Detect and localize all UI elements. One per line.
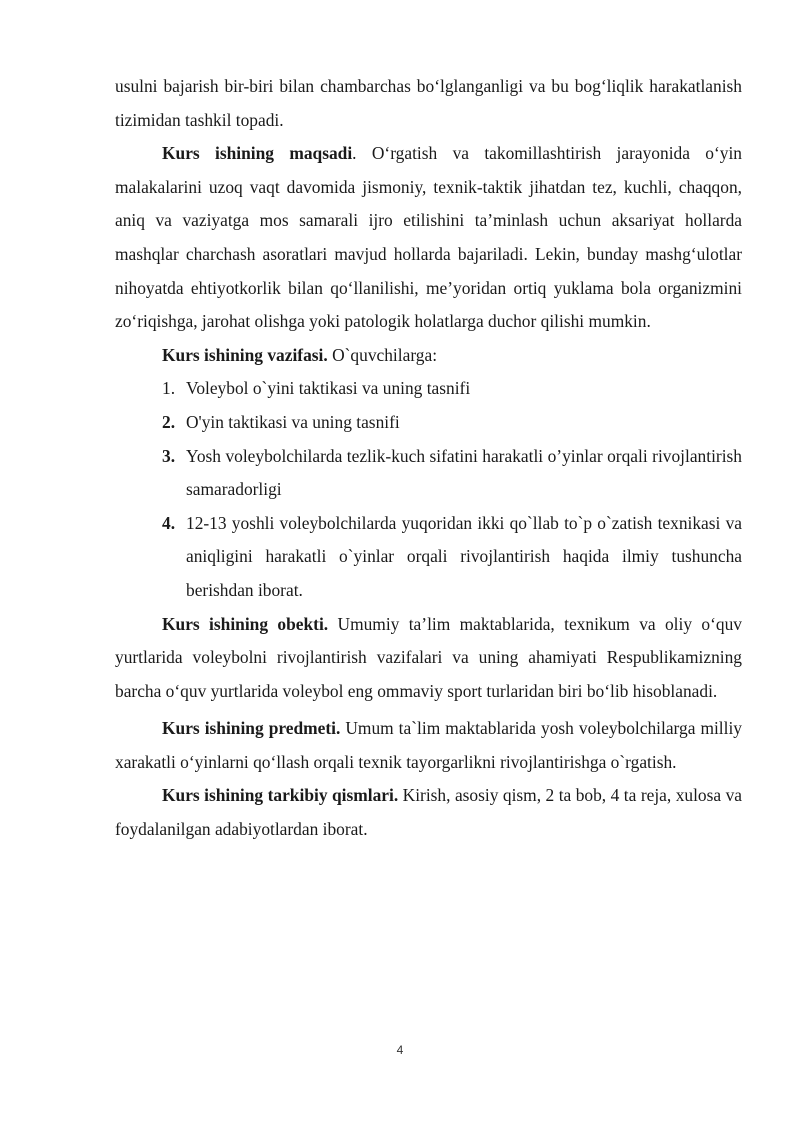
predmeti-text: Umum ta`lim maktablarida yosh voleybolchilarga milliy xarakatli o‘yinlarni qo‘llash orqali texnik tayorgarlikni rivojlantirishga o`rgatish.: [115, 718, 743, 772]
task-text: O'yin taktikasi va uning tasnifi: [186, 411, 400, 432]
obekti-heading: Kurs ishining obekti.: [162, 613, 329, 634]
predmeti-heading: Kurs ishining predmeti.: [162, 718, 341, 739]
tarkibiy-text: Kirish, asosiy qism, 2 ta bob, 4 ta reja, xulosa va foydalanilgan adabiyotlardan iborat.: [115, 785, 742, 840]
task-text: Voleybol o`yini taktikasi va uning tasnifi: [186, 378, 471, 399]
maqsad-heading: Kurs ishining maqsadi: [162, 143, 353, 164]
page-number: 4: [396, 1043, 404, 1057]
task-item: [115, 507, 742, 608]
vazifasi-heading: Kurs ishining vazifasi.: [162, 344, 328, 365]
maqsad-paragraph: [115, 137, 742, 339]
obekti-paragraph: [115, 608, 742, 709]
task-text: Yosh voleybolchilarda tezlik-kuch sifatini harakatli o’yinlar orqali rivojlantirish samaradorligi: [186, 445, 742, 500]
task-number: 1.: [162, 378, 176, 399]
task-number: 2.: [162, 411, 176, 432]
task-number: 3.: [162, 445, 176, 466]
maqsad-text: . O‘rgatish va takomillashtirish jarayonida o‘yin malakalarini uzoq vaqt davomida jismoniy, texnik-taktik jihatdan tez, kuchli, chaqqon, aniq va vaziyatga mos samarali ijro etilishini ta’minlash uchun aksariyat hollarda mashqlar charchash asoratlari mavjud hollarda bajariladi. Lekin, bunday mashg‘ulotlar nihoyatda ehtiyotkorlik bilan qo‘llanilishi, me’yoridan ortiq yuklama bola organizmini zo‘riqishga, jarohat olishga yoki patologik holatlarga duchor qilishi mumkin.: [115, 143, 742, 332]
task-item: [115, 372, 742, 406]
task-text: 12-13 yoshli voleybolchilarda yuqoridan ikki qo`llab to`p o`zatish texnikasi va aniqligini harakatli o`yinlar orqali rivojlantirish haqida ilmiy tushuncha berishdan iborat.: [186, 512, 742, 600]
intro-paragraph: usulni bajarish bir-biri bilan chambarchas bo‘lglanganligi va bu bog‘liqlik harakatlanish tizimidan tashkil topadi.: [115, 76, 742, 130]
tarkibiy-paragraph: [115, 779, 742, 846]
tarkibiy-heading: Kurs ishining tarkibiy qismlari.: [162, 785, 399, 806]
task-item: [115, 406, 742, 440]
document-page: [115, 70, 742, 847]
task-list: [115, 372, 742, 607]
task-number: 4.: [162, 512, 176, 533]
predmeti-paragraph: [115, 712, 742, 779]
obekti-text: Umumiy ta’lim maktablarida, texnikum va oliy o‘quv yurtlarida voleybolni rivojlantirish vazifalari va uning ahamiyati Respublikamizning barcha o‘quv yurtlarida voleybol eng ommaviy sport turlaridan biri bo‘lib hisoblanadi.: [115, 613, 742, 701]
vazifasi-paragraph: [115, 339, 742, 373]
vazifasi-text: O`quvchilarga:: [327, 344, 438, 365]
task-item: [115, 440, 742, 507]
